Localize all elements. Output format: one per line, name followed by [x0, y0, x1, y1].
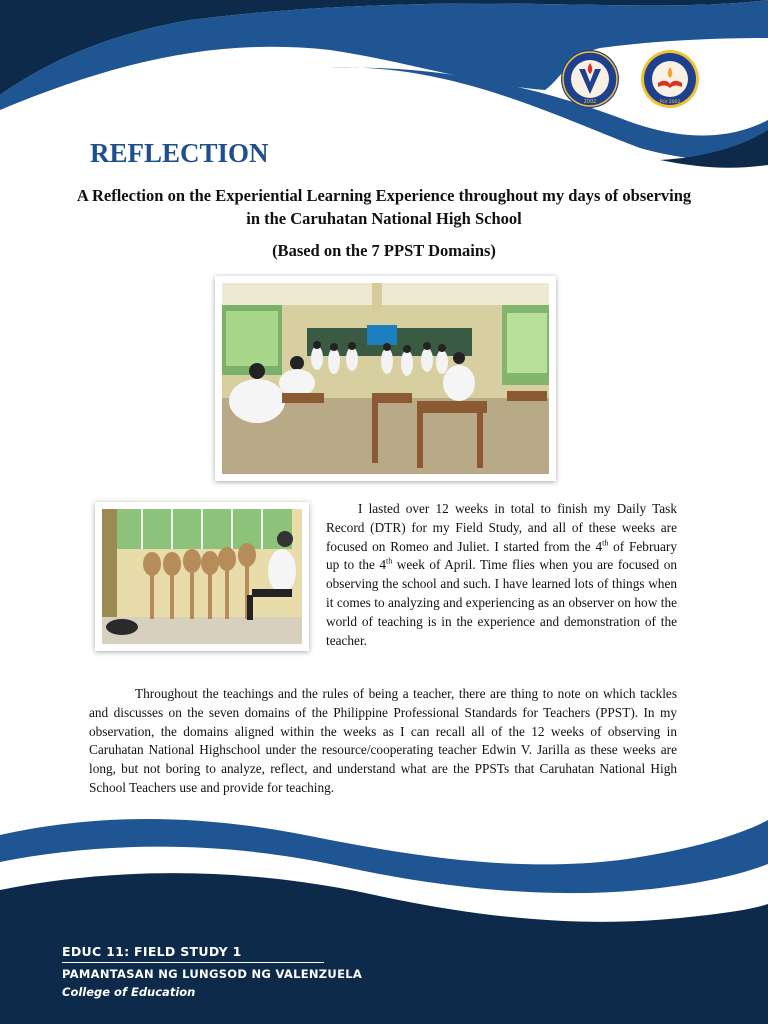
p1-superscript-2: th: [386, 556, 393, 566]
student-photo: [102, 509, 302, 644]
p1-text-c: week of April. Time flies when you are focused on observing the school and such. I have learned lots of things when it comes to analyzing and experiencing as an observer on how the world of teaching is in the experience and demonstration of the teacher.: [326, 557, 677, 648]
reflection-subtitle: A Reflection on the Experiential Learning Experience throughout my days of observing in the Caruhatan National High School: [76, 186, 692, 228]
classroom-photo: [222, 283, 549, 474]
reflection-paragraph-1: [326, 500, 677, 650]
footer-divider: [62, 962, 324, 963]
reflection-paragraph-2: Throughout the teachings and the rules of being a teacher, there are thing to note on which tackles and discusses on the seven domains of the Philippine Professional Standards for Teachers (PPST). In my observation, the domains aligned within the weeks as I can recall all of the 12 weeks of observing in Caruhatan National Highschool under the resource/cooperating teacher Edwin V. Jarilla as these weeks are long, but not boring to analyze, reflect, and understand what are the PPSTs that Caruhatan National High School Teachers use and provide for teaching.: [89, 686, 677, 795]
classroom-photo-frame: [215, 276, 556, 481]
p1-superscript-1: th: [602, 538, 609, 548]
college-of-education-seal-logo: [640, 49, 700, 109]
college-name: College of Education: [62, 985, 196, 999]
university-name: PAMANTASAN NG LUNGSOD NG VALENZUELA: [62, 967, 363, 981]
p1-text-a: I lasted over 12 weeks in total to finish my Daily Task Record (DTR) for my Field Study, and all of these weeks are focused on Romeo and Juliet. I started from the 4: [326, 501, 677, 554]
student-photo-frame: [95, 502, 309, 651]
course-code: EDUC 11: FIELD STUDY 1: [62, 944, 242, 959]
page-title: REFLECTION: [90, 138, 269, 168]
svg-text:2002: 2002: [583, 99, 597, 105]
p1-text-b: of February up to the 4: [326, 538, 677, 573]
svg-text:PLV 2002: PLV 2002: [659, 100, 681, 105]
ppst-basis-subtitle: (Based on the 7 PPST Domains): [272, 241, 496, 260]
plv-seal-logo: [560, 49, 620, 109]
